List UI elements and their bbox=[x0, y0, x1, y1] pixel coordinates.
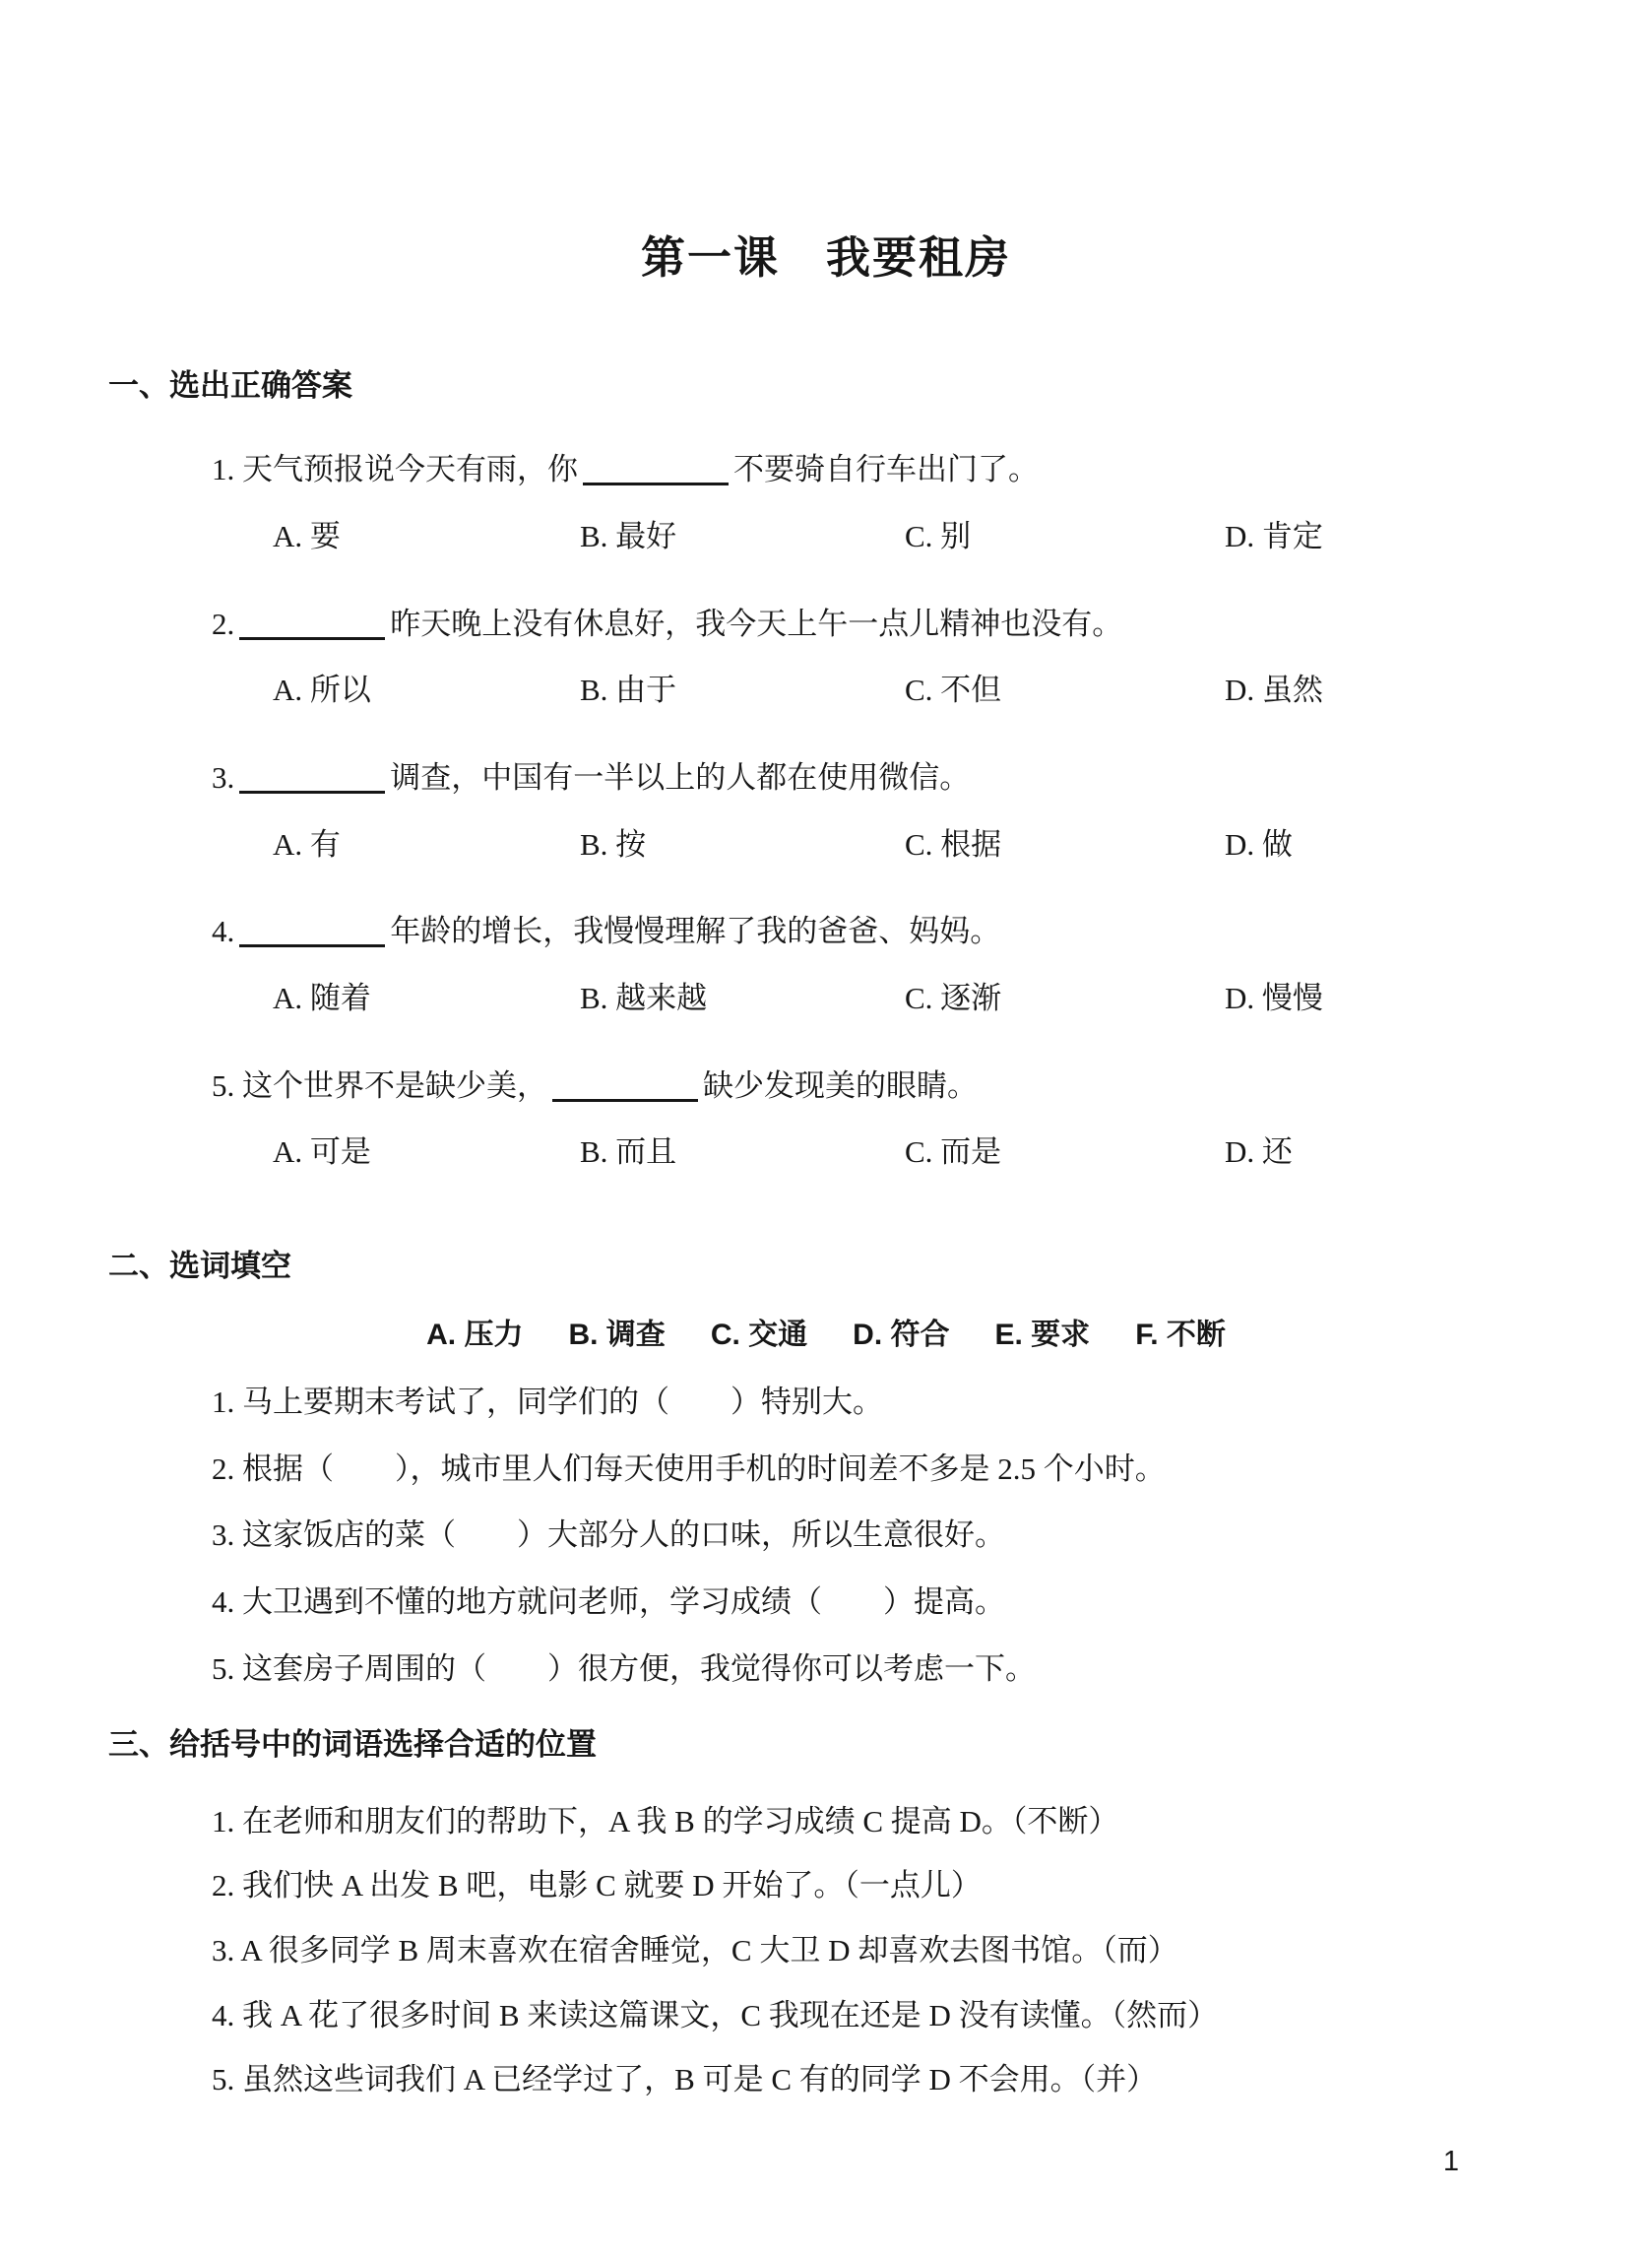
mc-question-3 bbox=[0, 760, 1652, 862]
option-b: B. 最好 bbox=[580, 519, 677, 554]
fill-blank bbox=[239, 607, 385, 640]
word-bank bbox=[0, 1319, 1652, 1353]
section-2-heading: 二、选词填空 bbox=[108, 1248, 291, 1283]
position-question-5: 5. 虽然这些词我们 A 已经学过了，B 可是 C 有的同学 D 不会用。（并） bbox=[212, 2062, 1158, 2097]
position-question-1: 1. 在老师和朋友们的帮助下，A 我 B 的学习成绩 C 提高 D。（不断） bbox=[212, 1803, 1119, 1838]
question-line bbox=[0, 914, 1652, 949]
position-question-4: 4. 我 A 花了很多时间 B 来读这篇课文，C 我现在还是 D 没有读懂。（然而） bbox=[212, 1997, 1219, 2032]
question-line bbox=[0, 607, 1652, 642]
option-c: C. 逐渐 bbox=[905, 980, 1002, 1015]
question-text-pre: 1. 天气预报说今天有雨，你 bbox=[212, 452, 578, 487]
option-a: A. 随着 bbox=[273, 980, 371, 1015]
question-text-post: 缺少发现美的眼睛。 bbox=[703, 1067, 978, 1103]
question-text-post: 年龄的增长，我慢慢理解了我的爸爸、妈妈。 bbox=[390, 914, 1001, 949]
question-text-pre: 2. bbox=[212, 606, 235, 641]
section-word-position bbox=[0, 1727, 1652, 2097]
section-fill-in-words bbox=[0, 1249, 1652, 1686]
mc-question-2 bbox=[0, 607, 1652, 708]
option-a: A. 要 bbox=[273, 519, 341, 554]
fill-question-2: 2. 根据（ ），城市里人们每天使用手机的时间差不多是 2.5 个小时。 bbox=[212, 1451, 1166, 1486]
question-text-pre: 5. 这个世界不是缺少美， bbox=[212, 1067, 547, 1103]
options-row bbox=[0, 827, 1652, 863]
section-1-heading: 一、选出正确答案 bbox=[108, 367, 352, 403]
option-d: D. 慢慢 bbox=[1225, 980, 1323, 1015]
word-bank-item: A. 压力 bbox=[426, 1319, 524, 1352]
option-d: D. 虽然 bbox=[1225, 673, 1323, 708]
page-number: 1 bbox=[1442, 2146, 1459, 2177]
position-question-3: 3. A 很多同学 B 周末喜欢在宿舍睡觉，C 大卫 D 却喜欢去图书馆。（而） bbox=[212, 1933, 1178, 1968]
options-row bbox=[0, 981, 1652, 1016]
question-text-post: 不要骑自行车出门了。 bbox=[733, 452, 1039, 487]
mc-question-1 bbox=[0, 452, 1652, 553]
option-d: D. 做 bbox=[1225, 826, 1293, 862]
fill-question-4: 4. 大卫遇到不懂的地方就问老师，学习成绩（ ）提高。 bbox=[212, 1583, 1005, 1619]
question-line bbox=[0, 760, 1652, 796]
option-b: B. 按 bbox=[580, 826, 647, 862]
question-text-pre: 3. bbox=[212, 759, 235, 795]
option-c: C. 根据 bbox=[905, 826, 1002, 862]
fill-question-5: 5. 这套房子周围的（ ）很方便，我觉得你可以考虑一下。 bbox=[212, 1650, 1036, 1686]
option-d: D. 还 bbox=[1225, 1134, 1293, 1170]
fill-blank bbox=[239, 760, 385, 794]
option-d: D. 肯定 bbox=[1225, 519, 1323, 554]
fill-blank bbox=[239, 914, 385, 947]
fill-question-3: 3. 这家饭店的菜（ ）大部分人的口味，所以生意很好。 bbox=[212, 1517, 1005, 1553]
mc-question-5 bbox=[0, 1068, 1652, 1170]
question-text-post: 调查，中国有一半以上的人都在使用微信。 bbox=[390, 759, 971, 795]
section-3-heading: 三、给括号中的词语选择合适的位置 bbox=[108, 1727, 597, 1763]
position-question-2: 2. 我们快 A 出发 B 吧，电影 C 就要 D 开始了。（一点儿） bbox=[212, 1868, 982, 1903]
question-text-pre: 4. bbox=[212, 914, 235, 949]
word-bank-item: C. 交通 bbox=[710, 1319, 808, 1352]
question-line bbox=[0, 452, 1652, 487]
fill-blank bbox=[583, 452, 729, 485]
option-c: C. 而是 bbox=[905, 1134, 1002, 1170]
fill-question-1: 1. 马上要期末考试了，同学们的（ ）特别大。 bbox=[212, 1384, 883, 1419]
fill-blank bbox=[552, 1068, 698, 1102]
option-b: B. 越来越 bbox=[580, 980, 708, 1015]
word-bank-item: F. 不断 bbox=[1135, 1319, 1226, 1352]
section-choose-correct-answer bbox=[0, 368, 1652, 1170]
option-b: B. 而且 bbox=[580, 1134, 677, 1170]
word-bank-item: B. 调查 bbox=[568, 1319, 666, 1352]
option-a: A. 有 bbox=[273, 826, 341, 862]
option-b: B. 由于 bbox=[580, 673, 677, 708]
option-a: A. 所以 bbox=[273, 673, 371, 708]
question-line bbox=[0, 1068, 1652, 1104]
page-title: 第一课 我要租房 bbox=[640, 232, 1011, 283]
mc-question-4 bbox=[0, 914, 1652, 1015]
word-bank-item: D. 符合 bbox=[853, 1319, 950, 1352]
options-row bbox=[0, 673, 1652, 708]
option-c: C. 别 bbox=[905, 519, 972, 554]
option-a: A. 可是 bbox=[273, 1134, 371, 1170]
question-text-post: 昨天晚上没有休息好，我今天上午一点儿精神也没有。 bbox=[390, 606, 1123, 641]
options-row bbox=[0, 519, 1652, 554]
word-bank-item: E. 要求 bbox=[994, 1319, 1091, 1352]
option-c: C. 不但 bbox=[905, 673, 1002, 708]
options-row bbox=[0, 1134, 1652, 1170]
